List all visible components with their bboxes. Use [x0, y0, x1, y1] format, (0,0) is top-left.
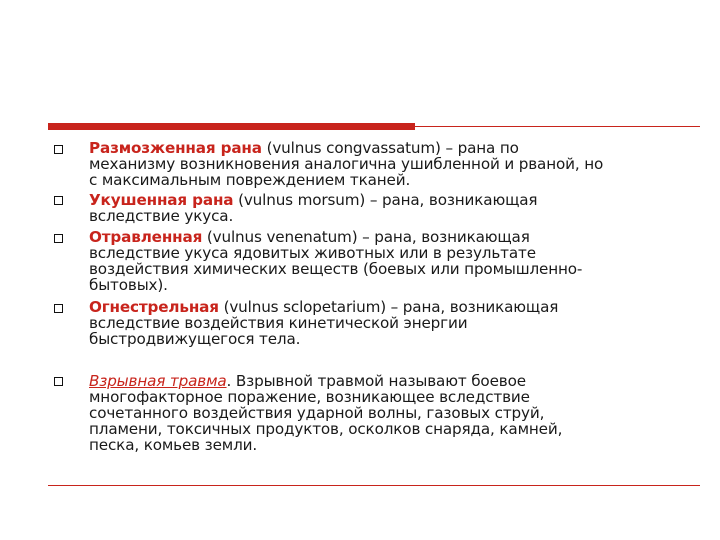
- term-gunshot-wound: Огнестрельная: [89, 298, 219, 316]
- list-item-gunshot-wound: Огнестрельная (vulnus sclopetarium) – рана, возникающая вследствие воздействия кинетической энергии быстродвижущегося тела.: [89, 298, 559, 348]
- bullet-square-icon: [54, 234, 63, 243]
- bullet-square-icon: [54, 304, 63, 313]
- list-item-poisoned-wound: Отравленная (vulnus venenatum) – рана, возникающая вследствие укуса ядовитых животных или в результате воздействия химических веществ (боевых или промышленно- бытовых).: [89, 228, 583, 294]
- term-blast-trauma: Взрывная травма: [89, 372, 227, 390]
- bullet-square-icon: [54, 196, 63, 205]
- list-item-crushed-wound: Размозженная рана (vulnus congvassatum) – рана по механизму возникновения аналогична ушибленной и рваной, но с максимальным повреждением тканей.: [89, 139, 604, 189]
- list-item-blast-trauma: Взрывная травма. Взрывной травмой называют боевое многофакторное поражение, возникающее вследствие сочетанного воздействия ударной волны, газовых струй, пламени, токсичных продуктов, осколков снаряда, камней, песка, комьев земли.: [89, 372, 563, 454]
- list-item-bite-wound: Укушенная рана (vulnus morsum) – рана, возникающая вследствие укуса.: [89, 191, 538, 225]
- top-accent-bar: [48, 123, 415, 130]
- bullet-square-icon: [54, 145, 63, 154]
- term-crushed-wound: Размозженная рана: [89, 139, 262, 157]
- term-poisoned-wound: Отравленная: [89, 228, 203, 246]
- bottom-divider-line: [48, 485, 700, 486]
- term-bite-wound: Укушенная рана: [89, 191, 234, 209]
- bullet-square-icon: [54, 377, 63, 386]
